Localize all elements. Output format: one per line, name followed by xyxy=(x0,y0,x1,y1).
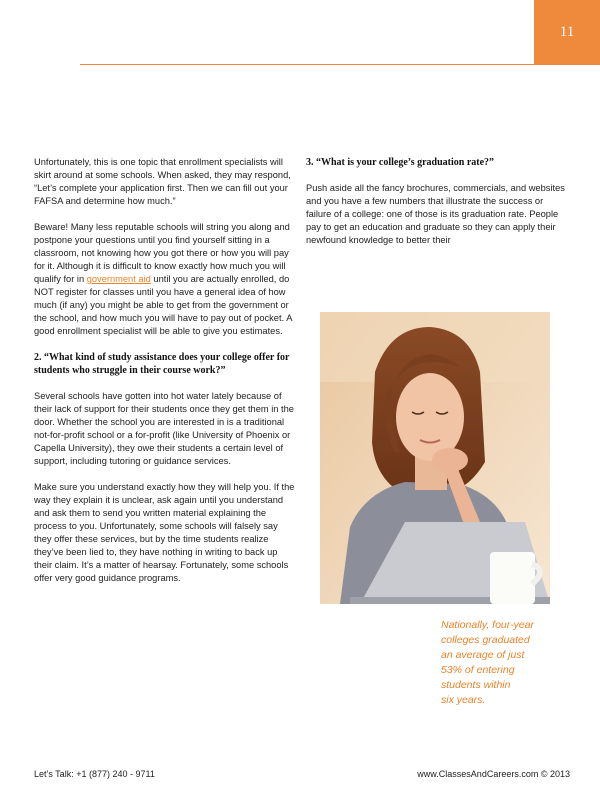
paragraph-beware-start: Beware! Many less reputable schools will string you along and postpone your questions until you find yourself sitting in a classroom, not knowing how you got there or how you will pay for it. Although it is difficult to know exactly how much you will qualify for in xyxy=(34,222,290,284)
caption-line: an average of just xyxy=(441,649,525,661)
photo-caption xyxy=(441,618,551,708)
caption-line: 53% of entering xyxy=(441,664,515,676)
footer-website[interactable]: www.ClassesAndCareers.com © 2013 xyxy=(417,769,570,779)
heading-graduation-rate: 3. “What is your college’s graduation rate?” xyxy=(306,157,495,168)
paragraph-beware-end: until you are actually enrolled, do NOT register for classes until you have a general idea of how much (if any) you might be able to get from the government or the school, and how much you will have to pay out of pocket. A good enrollment specialist will be able to give you estimates. xyxy=(34,274,292,336)
paragraph-graduation: Push aside all the fancy brochures, commercials, and websites and you have a few numbers that illustrate the success or failure of a college: one of those is its graduation rate. People pay to get an education and graduate so they can apply their newfound knowledge to better their xyxy=(306,183,565,245)
caption-line: colleges graduated xyxy=(441,634,530,646)
paragraph-beware xyxy=(34,221,296,338)
government-aid-link[interactable]: government aid xyxy=(86,274,151,284)
paragraph-support: Several schools have gotten into hot water lately because of their lack of support for their students once they get them in the door. Whether the school you are interested in is a traditional not-for-profit school or a for-profit (like University of Phoenix or Capella University), they owe their students a certain level of support, including tutoring or guidance services. xyxy=(34,391,294,466)
caption-line: students within xyxy=(441,679,511,691)
right-column xyxy=(306,156,566,260)
paragraph-fafsa: Unfortunately, this is one topic that enrollment specialists will skirt around at some schools. When asked, they may respond, “Let’s complete your application first. Then we can fill out your FAFSA and determine how much.” xyxy=(34,157,291,206)
heading-study-assistance: 2. “What kind of study assistance does your college offer for students who struggle in their course work?” xyxy=(34,352,290,376)
header-rule xyxy=(80,64,534,65)
caption-line: six years. xyxy=(441,694,486,706)
paragraph-understand: Make sure you understand exactly how they will help you. If the way they explain it is unclear, ask again until you understand and ask them to send you written material explaining the process to you. Unfortunately, some schools will falsely say they offer these services, but by the time students realize they’ve been lied to, they have nothing in writing to back up their claim. It’s a matter of hearsay. Fortunately, some schools offer very good guidance programs. xyxy=(34,482,295,583)
footer-phone: Let’s Talk: +1 (877) 240 - 9711 xyxy=(34,769,155,779)
left-column xyxy=(34,156,296,598)
caption-line: Nationally, four-year xyxy=(441,619,534,631)
page-number-badge: 11 xyxy=(534,0,600,65)
woman-laptop-photo xyxy=(320,312,550,604)
